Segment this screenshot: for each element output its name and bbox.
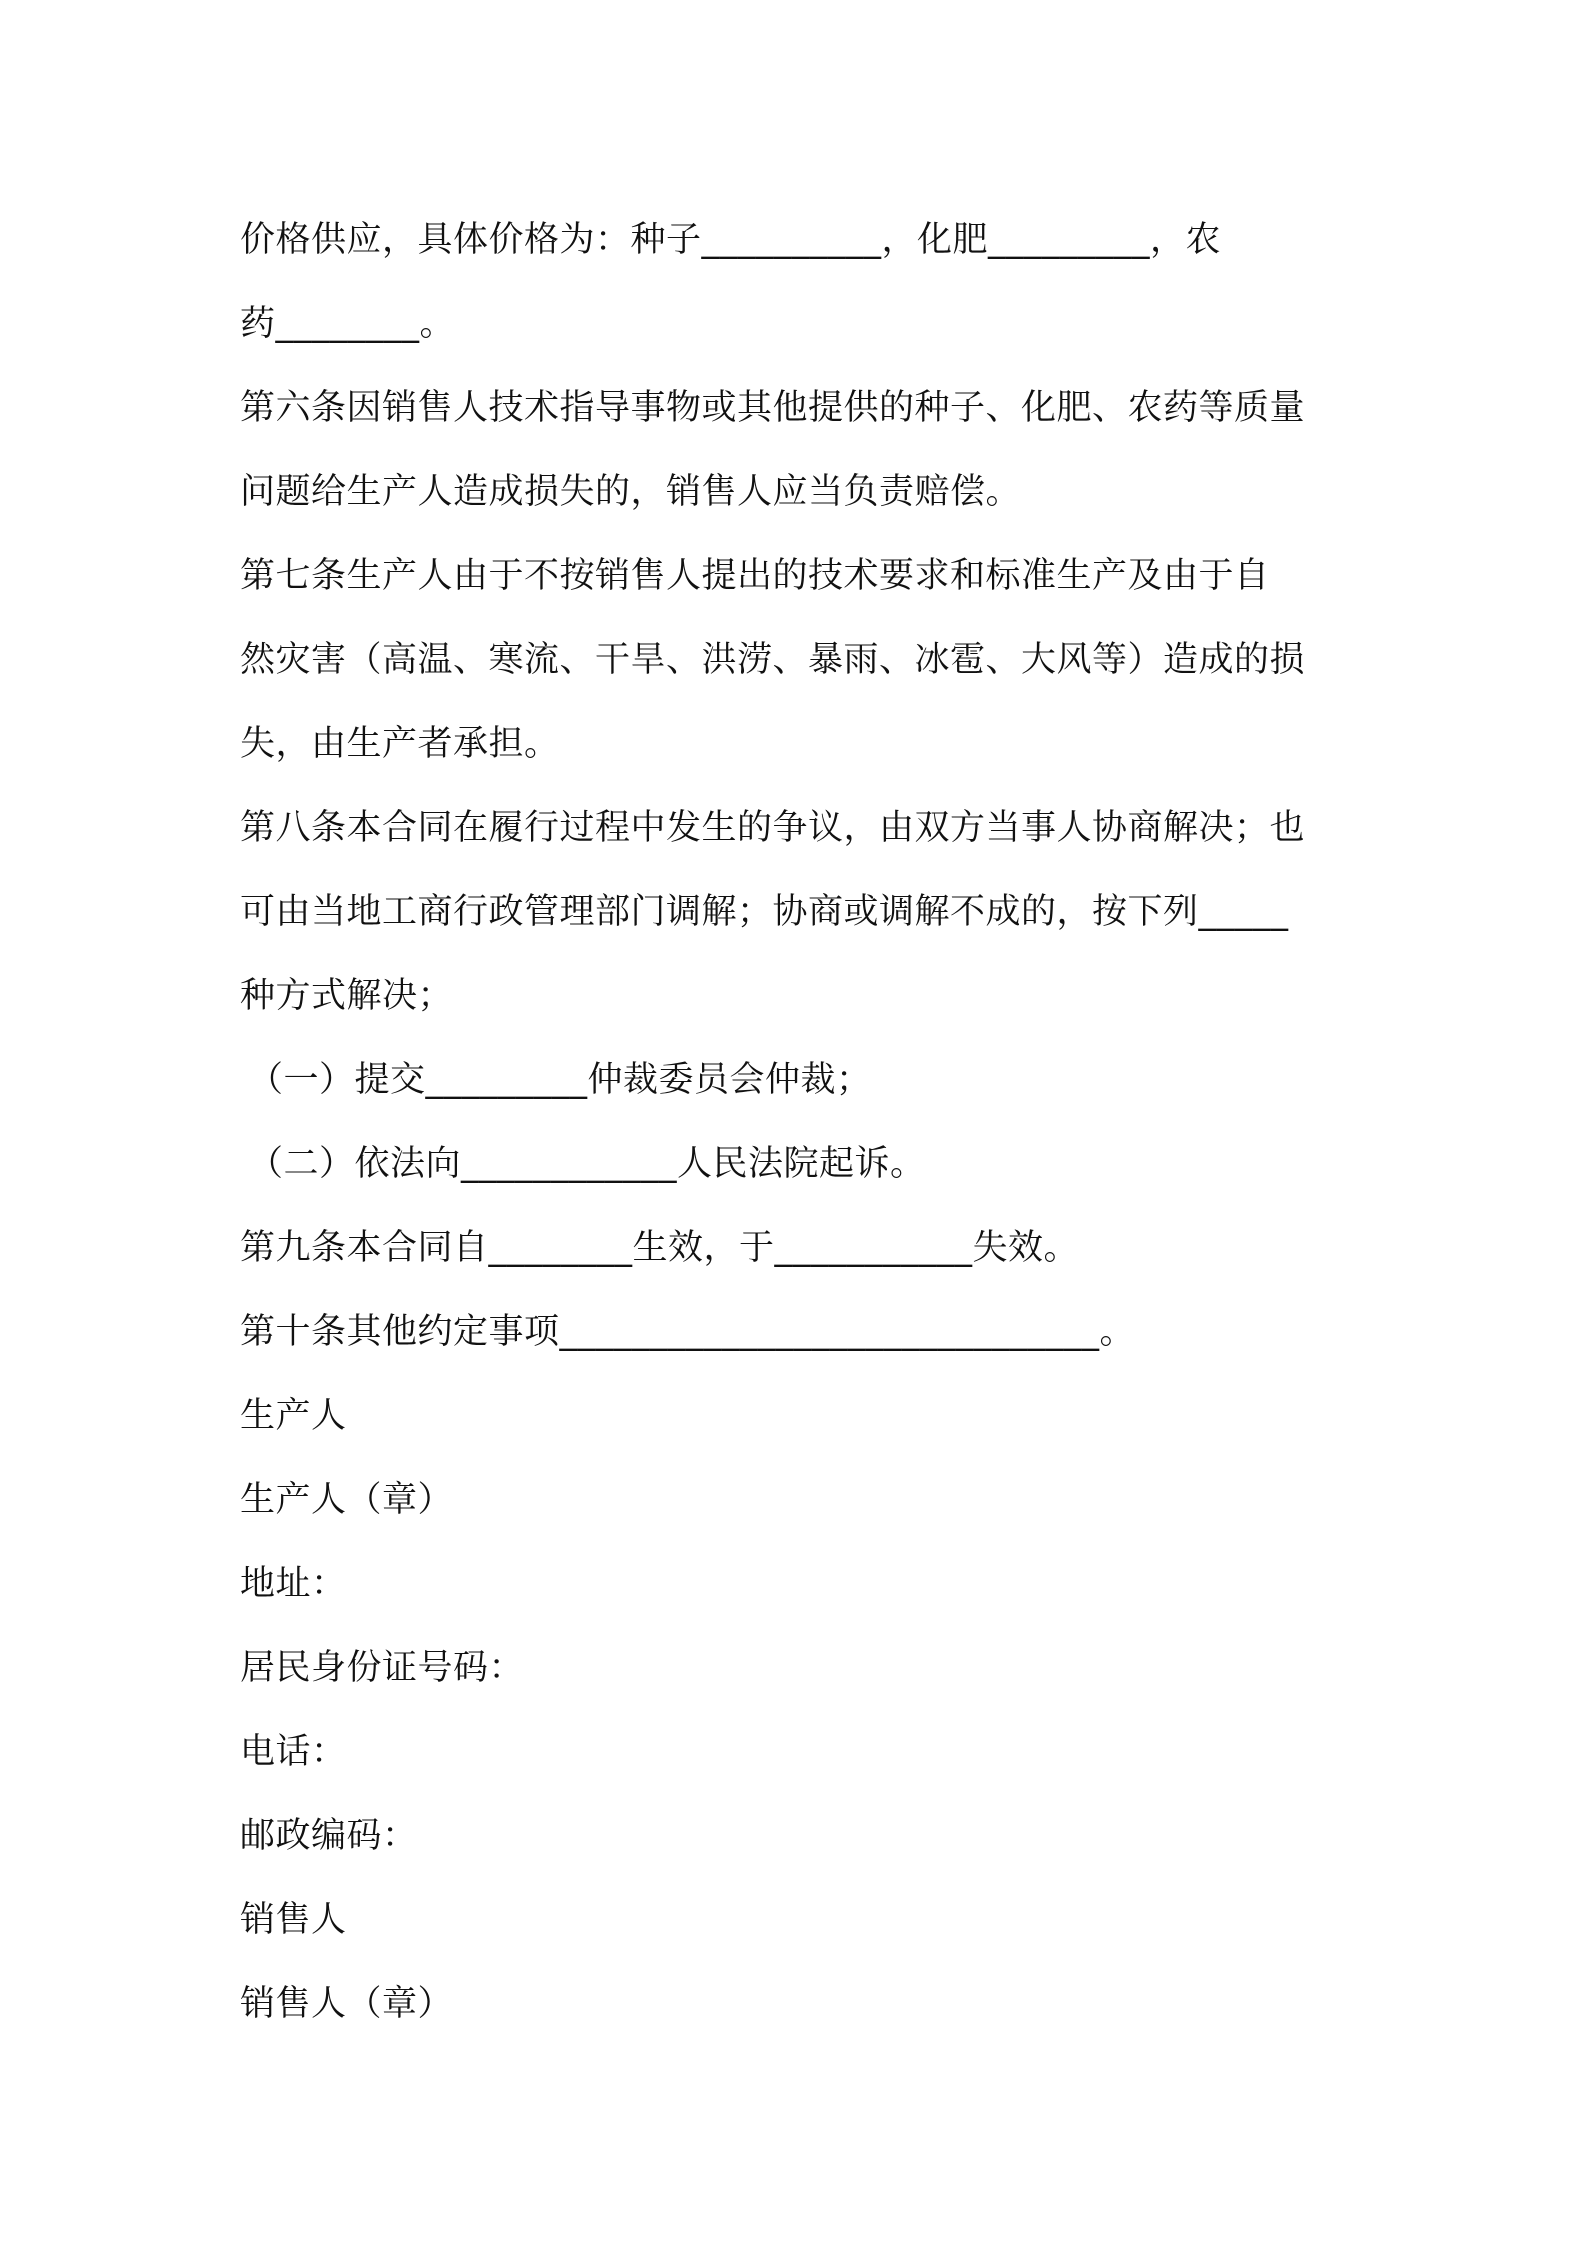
article-8-line-2: 可由当地工商行政管理部门调解；协商或调解不成的，按下列_____ [240,892,1289,932]
article-6-line-1: 第六条因销售人技术指导事物或其他提供的种子、化肥、农药等质量 [240,388,1306,428]
producer-label: 生产人 [240,1396,347,1436]
article-10-line: 第十条其他约定事项______________________________。 [240,1312,1136,1352]
address-label: 地址： [240,1564,347,1604]
pesticide-price-line: 药________。 [240,304,456,344]
document-body [240,198,1355,2046]
article-6-line-2: 问题给生产人造成损失的，销售人应当负责赔偿。 [240,472,1022,512]
producer-seal-label: 生产人（章） [240,1480,454,1520]
article-8-line-3: 种方式解决； [240,976,454,1016]
postal-code-label: 邮政编码： [240,1816,418,1856]
phone-label: 电话： [240,1732,347,1772]
dispute-option-1: （一）提交_________仲裁委员会仲裁； [248,1060,872,1100]
seller-label: 销售人 [240,1900,347,1940]
article-8-line-1: 第八条本合同在履行过程中发生的争议，由双方当事人协商解决；也 [240,808,1306,848]
seller-seal-label: 销售人（章） [240,1984,454,2024]
article-7-line-1: 第七条生产人由于不按销售人提出的技术要求和标准生产及由于自 [240,556,1270,596]
article-7-line-2: 然灾害（高温、寒流、干旱、洪涝、暴雨、冰雹、大风等）造成的损 [240,640,1306,680]
article-9-line: 第九条本合同自________生效，于___________失效。 [240,1228,1080,1268]
dispute-option-2: （二）依法向____________人民法院起诉。 [248,1144,926,1184]
price-supply-line: 价格供应，具体价格为：种子__________，化肥_________，农 [240,220,1222,260]
id-number-label: 居民身份证号码： [240,1648,525,1688]
article-7-line-3: 失，由生产者承担。 [240,724,560,764]
